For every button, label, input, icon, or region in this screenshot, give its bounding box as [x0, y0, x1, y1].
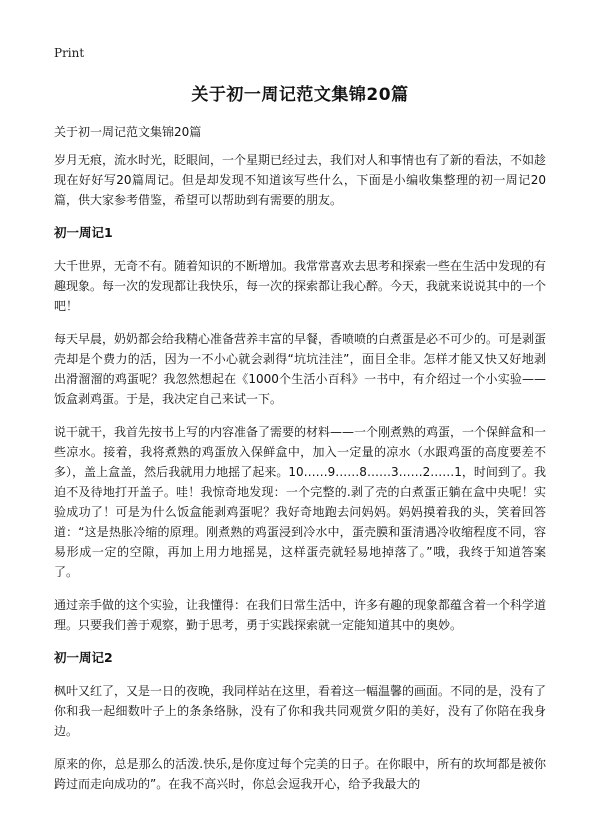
print-link[interactable]: Print: [54, 46, 85, 60]
paragraph: 每天早晨，奶奶都会给我精心准备营养丰富的早餐，香喷喷的白煮蛋是必不可少的。可是剥蛋壳却是个费力的活，因为一不小心就会剥得“坑坑洼洼”，面目全非。怎样才能又快又好地剥出滑溜溜的鸡蛋呢？我忽然想起在《1000个生活小百科》一书中，有介绍过一个小实验——饭盒剥鸡蛋。于是，我决定自己来试一下。: [54, 332, 547, 406]
page-title: 关于初一周记范文集锦20篇: [191, 85, 409, 105]
paragraph: 枫叶又红了，又是一日的夜晚，我同样站在这里，看着这一幅温馨的画面。不同的是，没有了你和我一起细数叶子上的条条络脉，没有了你和我共同观赏夕阳的美好，没有了你陪在我身边。: [54, 684, 547, 738]
paragraph: 说干就干，我首先按书上写的内容准备了需要的材料——一个刚煮熟的鸡蛋，一个保鲜盒和一些凉水。接着，我将煮熟的鸡蛋放入保鲜盒中，加入一定量的凉水（水跟鸡蛋的高度要差不多），盖上盒盖，然后我就用力地摇了起来。10……9……8……3……2……1，时间到了。我迫不及待地打开盖子。哇！我惊奇地发现：一个完整的.剥了壳的白煮蛋正躺在盒中央呢！实验成功了！可是为什么饭盒能剥鸡蛋呢？我好奇地跑去问妈妈。妈妈摸着我的头，笑着回答道：“这是热胀冷缩的原理。刚煮熟的鸡蛋浸到冷水中，蛋壳膜和蛋清遇冷收缩程度不同，容易形成一定的空隙，再加上用力地摇晃，这样蛋壳就轻易地掉落了。”哦，我终于知道答案了。: [54, 425, 547, 579]
section-heading: 初一周记2: [54, 650, 113, 665]
article-subtitle: 关于初一周记范文集锦20篇: [54, 125, 202, 139]
paragraph: 大千世界，无奇不有。随着知识的不断增加。我常常喜欢去思考和探索一些在生活中发现的有趣现象。每一次的发现都让我快乐，每一次的探索都让我心醉。今天，我就来说说其中的一个吧！: [54, 259, 547, 313]
section-heading: 初一周记1: [54, 225, 113, 240]
intro-paragraph: 岁月无痕，流水时光，眨眼间，一个星期已经过去，我们对人和事情也有了新的看法，不如趁现在好好写20篇周记。但是却发现不知道该写些什么，下面是小编收集整理的初一周记20篇，供大家参考借鉴，希望可以帮助到有需要的朋友。: [54, 153, 547, 207]
paragraph: 通过亲手做的这个实验，让我懂得：在我们日常生活中，许多有趣的现象都蕴含着一个科学道理。只要我们善于观察，勤于思考，勇于实践探索就一定能知道其中的奥妙。: [54, 598, 547, 632]
paragraph: 原来的你，总是那么的活泼.快乐,是你度过每个完美的日子。在你眼中，所有的坎坷都是被你跨过而走向成功的”。在我不高兴时，你总会逗我开心，给予我最大的: [54, 757, 546, 791]
article-body: [54, 122, 546, 807]
